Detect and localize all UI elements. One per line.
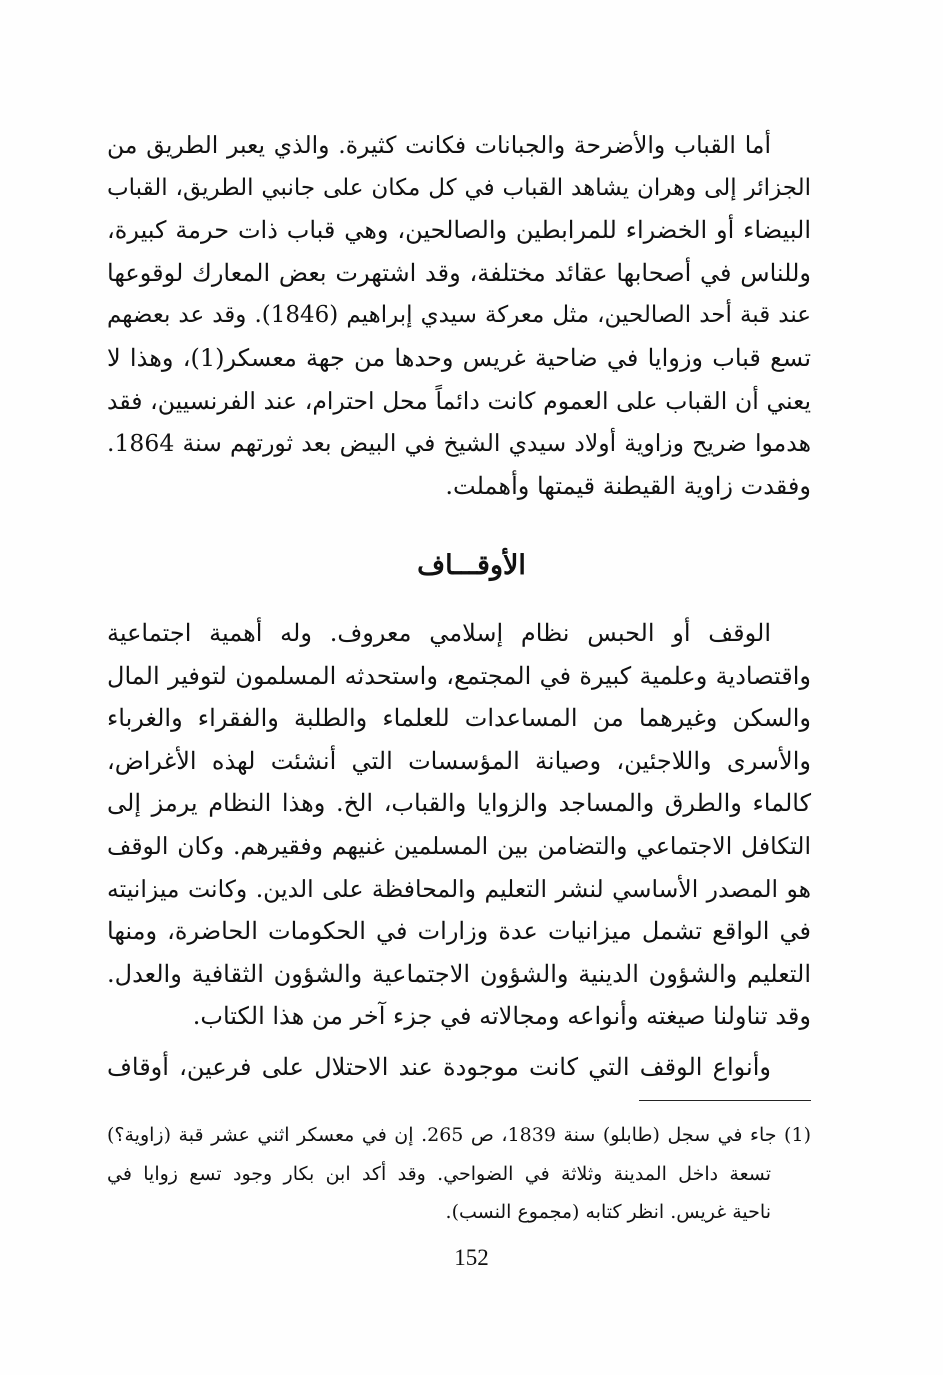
- text-line: وفقدت زاوية القيطنة قيمتها وأهملت.: [445, 471, 811, 500]
- footnote-line: ناحية غريس. انظر كتابه (مجموع النسب).: [445, 1201, 771, 1223]
- text-line: وقد تناولنا صيغته وأنواعه ومجالاته في جزء آخر من هذا الكتاب.: [192, 1002, 811, 1031]
- paragraph-endowment-types: [107, 1046, 811, 1089]
- paragraph-domes-and-shrines: [107, 124, 811, 507]
- text-line: كالماء والطرق والمساجد والزوايا والقباب، الخ. وهذا النظام يرمز إلى: [107, 789, 811, 818]
- paragraph-endowments: [107, 612, 811, 1038]
- text-line: هدموا ضريح وزاوية أولاد سيدي الشيخ في البيض بعد ثورتهم سنة 1864.: [107, 429, 811, 458]
- text-line: وأنواع الوقف التي كانت موجودة عند الاحتلال على فرعين، أوقاف: [107, 1053, 771, 1081]
- text-line: يعني أن القباب على العموم كانت دائماً محل احترام، عند الفرنسيين، فقد: [107, 386, 811, 415]
- text-line: واقتصادية وعلمية كبيرة في المجتمع، واستحدثه المسلمون لتوفير المال: [107, 661, 811, 690]
- footnote: [107, 1116, 811, 1232]
- text-line: في الواقع تشمل ميزانيات عدة وزارات في الحكومات الحاضرة، ومنها: [107, 917, 812, 946]
- text-line: الجزائر إلى وهران يشاهد القباب في كل مكان على جانبي الطريق، القباب: [107, 174, 811, 201]
- text-line: تسع قباب وزوايا في ضاحية غريس وحدها من جهة معسكر(1)، وهذا لا: [107, 343, 811, 372]
- text-line: الوقف أو الحبس نظام إسلامي معروف. وله أهمية اجتماعية: [107, 619, 771, 647]
- text-line: والأسرى واللاجئين، وصيانة المؤسسات التي أنشئت لهذه الأغراض،: [107, 746, 811, 775]
- text-line: البيضاء أو الخضراء للمرابطين والصالحين، وهي قباب ذات حرمة كبيرة،: [107, 216, 811, 245]
- footnote-separator: [639, 1100, 811, 1101]
- text-line: والسكن وغيرهما من المساعدات للعلماء والطلبة والفقراء والغرباء: [107, 704, 811, 733]
- text-line: التكافل الاجتماعي والتضامن بين المسلمين غنيهم وفقيرهم. وكان الوقف: [107, 831, 811, 860]
- text-line: أما القباب والأضرحة والجبانات فكانت كثيرة. والذي يعبر الطريق من: [107, 131, 771, 159]
- section-heading: الأوقـــاف: [417, 550, 526, 581]
- footnote-line: (1) جاء في سجل (طابلو) سنة 1839، ص 265. إن في معسكر اثني عشر قبة (زاوية؟): [107, 1124, 811, 1146]
- footnote-line: تسعة داخل المدينة وثلاثة في الضواحي. وقد أكد ابن بكار وجود تسع زوايا في: [107, 1162, 771, 1185]
- text-line: هو المصدر الأساسي لنشر التعليم والمحافظة على الدين. وكانت ميزانيته: [107, 874, 811, 903]
- text-line: وللناس في أصحابها عقائد مختلفة، وقد اشتهرت بعض المعارك لوقوعها: [107, 258, 811, 287]
- text-line: التعليم والشؤون الدينية والشؤون الاجتماعية والشؤون الثقافية والعدل.: [107, 959, 811, 988]
- text-line: عند قبة أحد الصالحين، مثل معركة سيدي إبراهيم (1846). وقد عد بعضهم: [107, 302, 811, 329]
- page-number: 152: [454, 1245, 489, 1270]
